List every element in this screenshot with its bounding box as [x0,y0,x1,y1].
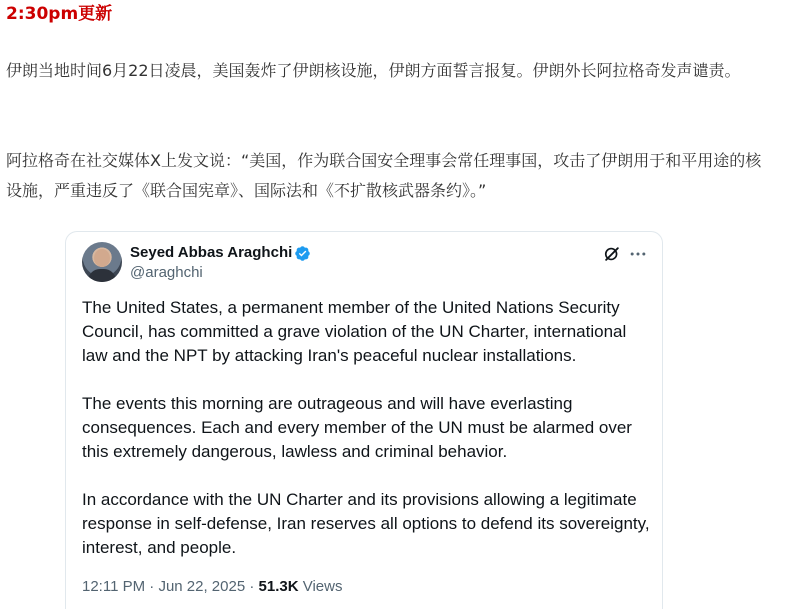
avatar-face [94,249,110,267]
tweet-paragraph: The events this morning are outrageous and will have everlasting consequences. Each and every member of the UN must be alarmed over this extremely dangerous, lawless and criminal behavior. [82,394,632,461]
avatar-body [88,269,116,282]
tweet-metadata [82,577,342,597]
article-paragraph: 阿拉格奇在社交媒体X上发文说：“美国，作为联合国安全理事会常任理事国，攻击了伊朗用于和平用途的核设施，严重违反了《联合国宪章》、国际法和《不扩散核武器条约》。” [6,151,762,200]
tweet-paragraph: In accordance with the UN Charter and its provisions allowing a legitimate response in self-defense, Iran reserves all options to defend its sovereignty, interest, and people. [82,490,650,557]
author-handle[interactable]: @araghchi [130,264,203,281]
author-name[interactable]: Seyed Abbas Araghchi [130,244,293,261]
update-heading: 2:30pm更新 [6,4,113,24]
tweet-date[interactable]: Jun 22, 2025 [158,578,246,595]
verified-badge-icon [294,245,311,262]
meta-separator: · [249,578,255,595]
article-paragraph: 伊朗当地时间6月22日凌晨，美国轰炸了伊朗核设施，伊朗方面誓言报复。伊朗外长阿拉格奇发声谴责。 [6,61,741,80]
tweet-text [82,296,652,584]
author-avatar[interactable] [82,242,122,282]
meta-separator: · [149,578,155,595]
grok-icon[interactable] [602,244,622,264]
more-options-icon[interactable] [628,244,648,264]
tweet-time[interactable]: 12:11 PM [82,578,146,595]
views-count: 51.3K [258,578,299,595]
embedded-tweet[interactable] [65,231,663,609]
tweet-paragraph: The United States, a permanent member of the United Nations Security Council, has committed a grave violation of the UN Charter, international law and the NPT by attacking Iran's peaceful nuclear installations. [82,298,627,365]
views-label: Views [302,578,343,595]
